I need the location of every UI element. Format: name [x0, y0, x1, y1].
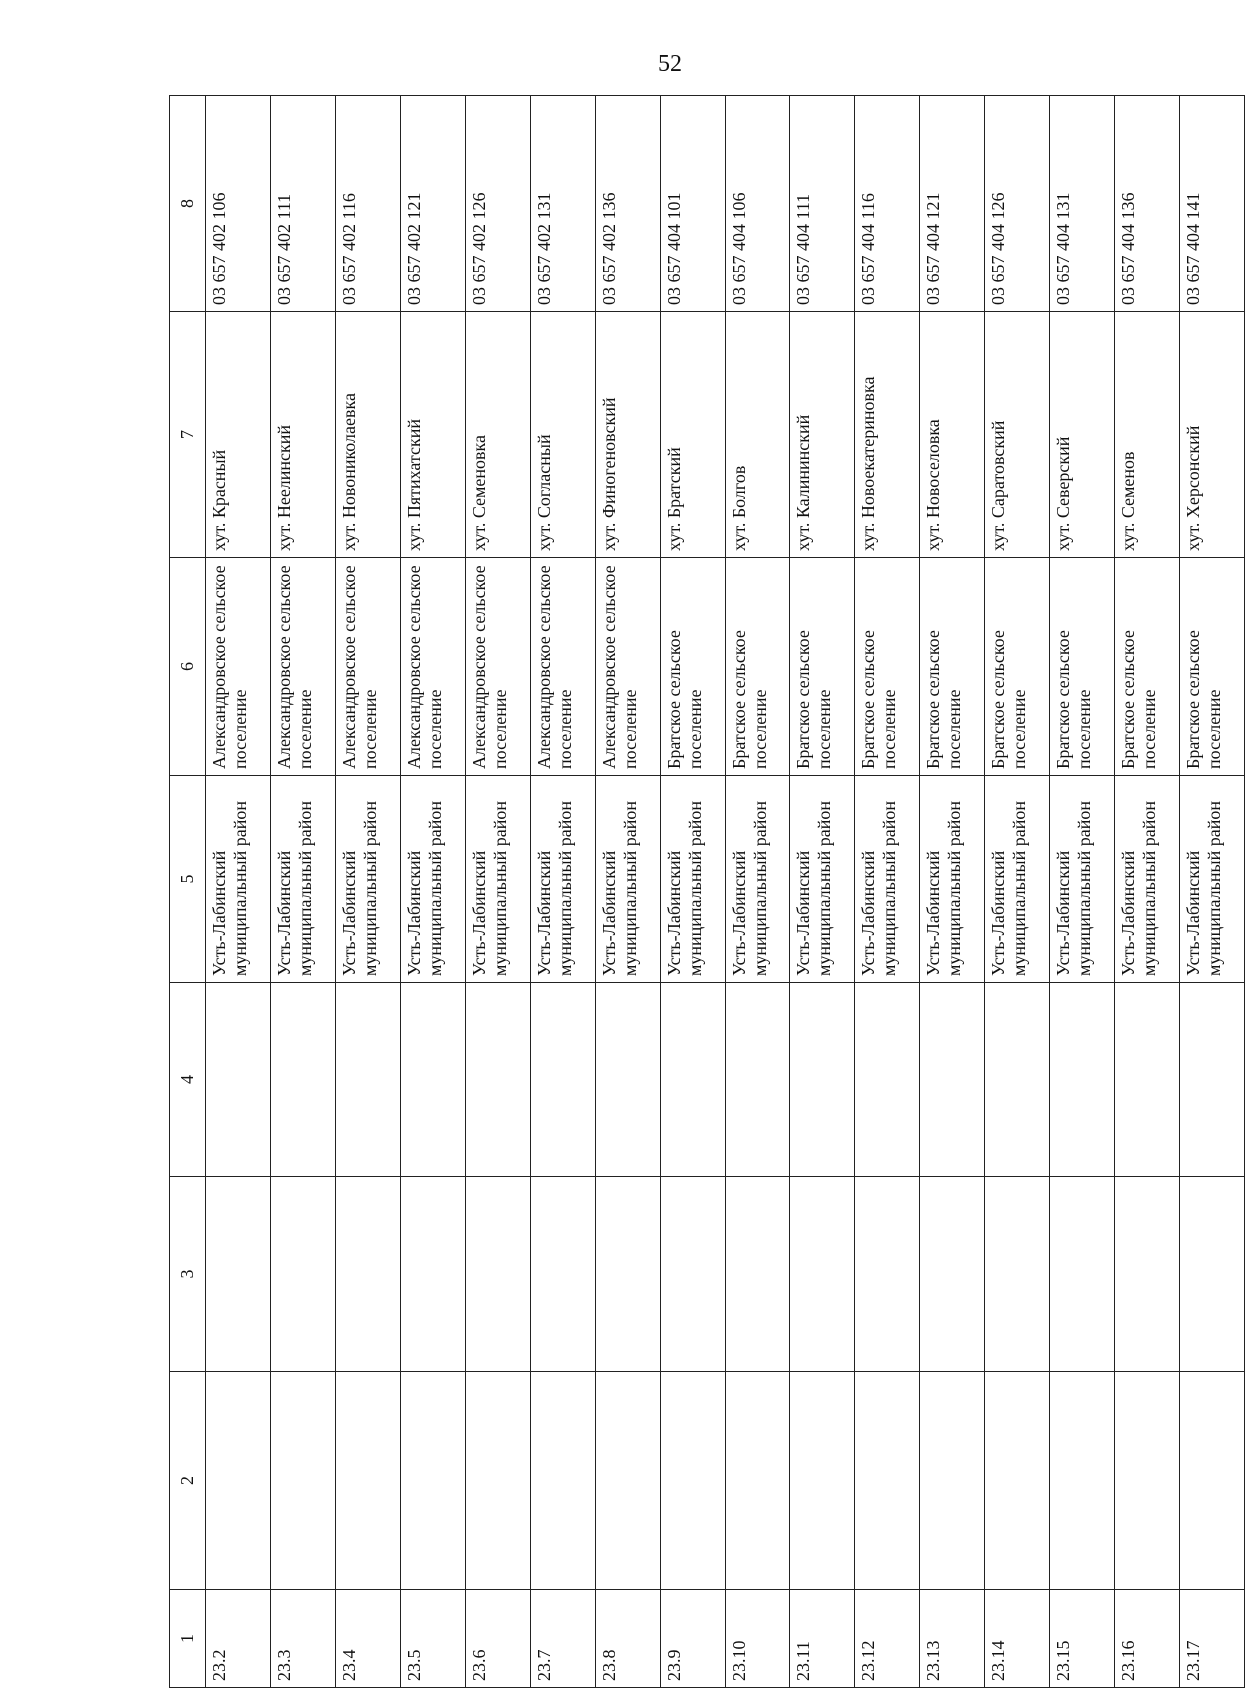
locality-cell: хут. Пятихатский [400, 312, 465, 558]
oktmo-code-cell: 03 657 402 111 [270, 96, 335, 312]
col2-cell [465, 1372, 530, 1590]
row-number-cell: 23.2 [206, 1590, 271, 1688]
row-number-cell: 23.17 [1180, 1590, 1245, 1688]
district-cell: Усть-Лабинский муниципальный район [985, 776, 1050, 983]
row-number-cell: 23.15 [1050, 1590, 1115, 1688]
col4-cell [1115, 983, 1180, 1177]
settlement-cell: Александровское сельское поселение [270, 558, 335, 776]
oktmo-code-cell: 03 657 404 121 [920, 96, 985, 312]
table-row [790, 96, 855, 1688]
page-number: 52 [658, 51, 682, 77]
table-row [1050, 96, 1115, 1688]
col2-cell [985, 1372, 1050, 1590]
locality-cell: хут. Новоселовка [920, 312, 985, 558]
oktmo-code-cell: 03 657 404 116 [855, 96, 920, 312]
district-cell: Усть-Лабинский муниципальный район [270, 776, 335, 983]
column-header: 2 [170, 1372, 206, 1590]
locality-cell: хут. Финогеновский [595, 312, 660, 558]
column-header: 8 [170, 96, 206, 312]
oktmo-code-cell: 03 657 404 141 [1180, 96, 1245, 312]
col3-cell [335, 1177, 400, 1372]
column-header: 3 [170, 1177, 206, 1372]
col3-cell [206, 1177, 271, 1372]
district-cell: Усть-Лабинский муниципальный район [206, 776, 271, 983]
settlement-cell: Александровское сельское поселение [465, 558, 530, 776]
col2-cell [270, 1372, 335, 1590]
oktmo-code-cell: 03 657 404 136 [1115, 96, 1180, 312]
table-row [335, 96, 400, 1688]
rotated-table-container [169, 96, 1245, 1688]
settlement-cell: Александровское сельское поселение [335, 558, 400, 776]
oktmo-code-cell: 03 657 402 136 [595, 96, 660, 312]
row-number-cell: 23.14 [985, 1590, 1050, 1688]
settlement-cell: Братское сельское поселение [725, 558, 790, 776]
locality-cell: хут. Новоекатериновка [855, 312, 920, 558]
col4-cell [465, 983, 530, 1177]
table-row [725, 96, 790, 1688]
table-row [855, 96, 920, 1688]
col2-cell [920, 1372, 985, 1590]
col3-cell [465, 1177, 530, 1372]
col3-cell [400, 1177, 465, 1372]
row-number-cell: 23.7 [530, 1590, 595, 1688]
col4-cell [400, 983, 465, 1177]
row-number-cell: 23.9 [660, 1590, 725, 1688]
settlement-cell: Братское сельское поселение [790, 558, 855, 776]
col3-cell [920, 1177, 985, 1372]
oktmo-code-cell: 03 657 404 106 [725, 96, 790, 312]
oktmo-code-cell: 03 657 402 106 [206, 96, 271, 312]
locality-cell: хут. Братский [660, 312, 725, 558]
col4-cell [1180, 983, 1245, 1177]
oktmo-code-cell: 03 657 402 131 [530, 96, 595, 312]
col2-cell [660, 1372, 725, 1590]
locality-cell: хут. Семенов [1115, 312, 1180, 558]
table-row [1180, 96, 1245, 1688]
locality-cell: хут. Согласный [530, 312, 595, 558]
locality-cell: хут. Семеновка [465, 312, 530, 558]
table-row [595, 96, 660, 1688]
settlement-cell: Александровское сельское поселение [206, 558, 271, 776]
settlement-cell: Братское сельское поселение [1115, 558, 1180, 776]
district-cell: Усть-Лабинский муниципальный район [465, 776, 530, 983]
table-row [465, 96, 530, 1688]
column-header: 5 [170, 776, 206, 983]
col2-cell [206, 1372, 271, 1590]
table-row [270, 96, 335, 1688]
locality-cell: хут. Северский [1050, 312, 1115, 558]
col4-cell [660, 983, 725, 1177]
table-row [660, 96, 725, 1688]
oktmo-code-cell: 03 657 404 131 [1050, 96, 1115, 312]
table-body [206, 96, 1245, 1688]
col4-cell [270, 983, 335, 1177]
col2-cell [1115, 1372, 1180, 1590]
row-number-cell: 23.11 [790, 1590, 855, 1688]
district-cell: Усть-Лабинский муниципальный район [920, 776, 985, 983]
col3-cell [1115, 1177, 1180, 1372]
col3-cell [270, 1177, 335, 1372]
col3-cell [1180, 1177, 1245, 1372]
col4-cell [920, 983, 985, 1177]
locality-cell: хут. Новониколаевка [335, 312, 400, 558]
col3-cell [790, 1177, 855, 1372]
oktmo-code-cell: 03 657 402 116 [335, 96, 400, 312]
locality-cell: хут. Херсонский [1180, 312, 1245, 558]
row-number-cell: 23.3 [270, 1590, 335, 1688]
district-cell: Усть-Лабинский муниципальный район [790, 776, 855, 983]
row-number-cell: 23.10 [725, 1590, 790, 1688]
settlement-cell: Александровское сельское поселение [530, 558, 595, 776]
column-header: 1 [170, 1590, 206, 1688]
district-cell: Усть-Лабинский муниципальный район [1115, 776, 1180, 983]
locality-cell: хут. Калининский [790, 312, 855, 558]
col3-cell [530, 1177, 595, 1372]
settlement-cell: Братское сельское поселение [920, 558, 985, 776]
locality-cell: хут. Саратовский [985, 312, 1050, 558]
oktmo-code-cell: 03 657 402 126 [465, 96, 530, 312]
col2-cell [1050, 1372, 1115, 1590]
table-row [985, 96, 1050, 1688]
table-row [530, 96, 595, 1688]
table-row [1115, 96, 1180, 1688]
col2-cell [595, 1372, 660, 1590]
column-header: 6 [170, 558, 206, 776]
column-header: 7 [170, 312, 206, 558]
col2-cell [1180, 1372, 1245, 1590]
district-cell: Усть-Лабинский муниципальный район [725, 776, 790, 983]
row-number-cell: 23.5 [400, 1590, 465, 1688]
col4-cell [985, 983, 1050, 1177]
col3-cell [660, 1177, 725, 1372]
col4-cell [725, 983, 790, 1177]
table-row [206, 96, 271, 1688]
settlement-cell: Братское сельское поселение [985, 558, 1050, 776]
col2-cell [790, 1372, 855, 1590]
col2-cell [725, 1372, 790, 1590]
col3-cell [725, 1177, 790, 1372]
col4-cell [1050, 983, 1115, 1177]
settlement-cell: Александровское сельское поселение [595, 558, 660, 776]
col4-cell [855, 983, 920, 1177]
col2-cell [855, 1372, 920, 1590]
col4-cell [595, 983, 660, 1177]
col3-cell [1050, 1177, 1115, 1372]
row-number-cell: 23.8 [595, 1590, 660, 1688]
row-number-cell: 23.12 [855, 1590, 920, 1688]
settlement-cell: Братское сельское поселение [660, 558, 725, 776]
oktmo-code-cell: 03 657 404 126 [985, 96, 1050, 312]
table-row [920, 96, 985, 1688]
col4-cell [335, 983, 400, 1177]
district-cell: Усть-Лабинский муниципальный район [335, 776, 400, 983]
district-cell: Усть-Лабинский муниципальный район [530, 776, 595, 983]
district-cell: Усть-Лабинский муниципальный район [400, 776, 465, 983]
col4-cell [790, 983, 855, 1177]
district-cell: Усть-Лабинский муниципальный район [660, 776, 725, 983]
settlement-cell: Александровское сельское поселение [400, 558, 465, 776]
row-number-cell: 23.4 [335, 1590, 400, 1688]
oktmo-code-cell: 03 657 402 121 [400, 96, 465, 312]
locality-cell: хут. Красный [206, 312, 271, 558]
row-number-cell: 23.6 [465, 1590, 530, 1688]
row-number-cell: 23.13 [920, 1590, 985, 1688]
table-row [400, 96, 465, 1688]
col4-cell [530, 983, 595, 1177]
register-table [169, 95, 1245, 1688]
district-cell: Усть-Лабинский муниципальный район [1180, 776, 1245, 983]
locality-cell: хут. Болгов [725, 312, 790, 558]
district-cell: Усть-Лабинский муниципальный район [1050, 776, 1115, 983]
column-header: 4 [170, 983, 206, 1177]
row-number-cell: 23.16 [1115, 1590, 1180, 1688]
settlement-cell: Братское сельское поселение [1050, 558, 1115, 776]
locality-cell: хут. Неелинский [270, 312, 335, 558]
oktmo-code-cell: 03 657 404 111 [790, 96, 855, 312]
col3-cell [855, 1177, 920, 1372]
col2-cell [530, 1372, 595, 1590]
col3-cell [595, 1177, 660, 1372]
col3-cell [985, 1177, 1050, 1372]
settlement-cell: Братское сельское поселение [1180, 558, 1245, 776]
col2-cell [335, 1372, 400, 1590]
district-cell: Усть-Лабинский муниципальный район [595, 776, 660, 983]
oktmo-code-cell: 03 657 404 101 [660, 96, 725, 312]
header-row [170, 96, 206, 1688]
col4-cell [206, 983, 271, 1177]
district-cell: Усть-Лабинский муниципальный район [855, 776, 920, 983]
settlement-cell: Братское сельское поселение [855, 558, 920, 776]
col2-cell [400, 1372, 465, 1590]
